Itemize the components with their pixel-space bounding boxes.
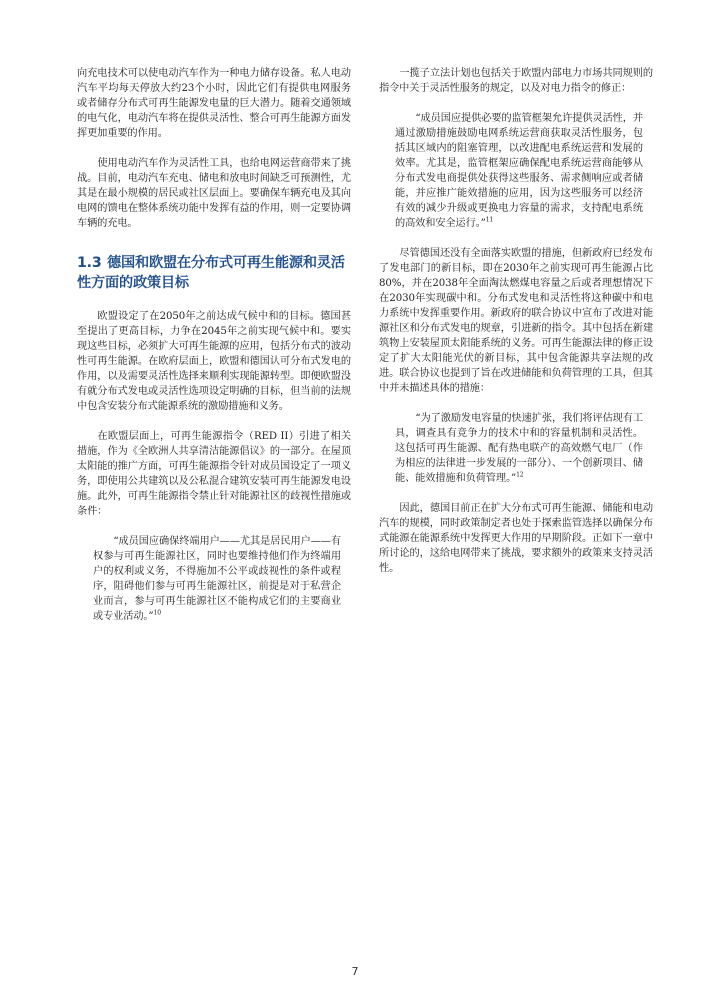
footnote-ref: 12 <box>516 471 524 479</box>
right-column <box>379 66 653 576</box>
paragraph: 尽管德国还没有全面落实欧盟的措施，但新政府已经发布了发电部门的新目标，即在2030年之前实现可再生能源占比80%，并在2038年全面淘汰燃煤电容量之后或者理想情况下在2030年实现碳中和。分布式发电和灵活性将这种碳中和电力系统中发挥重要作用。新政府的联合协议中宣布了改进对能源社区和分布式发电的规章，引进新的指令。其中包括在新建筑物上安装屋顶太阳能系统的义务。可再生能源法律的修正设定了扩大太阳能光伏的新目标，其中包含能源共享法规的改进。联合协议也提到了旨在改进储能和负荷管理的工具，但其中并未描述具体的措施： <box>379 248 653 394</box>
quote-text: “成员国应确保终端用户——尤其是居民用户——有权参与可再生能源社区，同时也要维持他们作为终端用户的权利或义务，不得施加不公平或歧视性的条件或程序，阻碍他们参与可再生能源社区，前提是对于私营企业而言，参与可再生能源社区不能构成它们的主要商业或专业活动。” <box>93 536 341 622</box>
paragraph: 一揽子立法计划也包括关于欧盟内部电力市场共同规则的指令中关于灵活性服务的规定，以及对电力指令的修正： <box>379 68 653 94</box>
section-heading <box>77 253 351 293</box>
section-title: 德国和欧盟在分布式可再生能源和灵活性方面的政策目标 <box>77 255 345 291</box>
block-quote <box>379 111 653 231</box>
paragraph: 欧盟设定了在2050年之前达成气候中和的目标。德国甚至提出了更高目标，力争在2045年之前实现气候中和。要实现这些目标，必须扩大可再生能源的应用，包括分布式的波动性可再生能源。在欧府层面上，欧盟和德国认可分布式发电的作用，以及需要灵活性选择来顺利实现能源转型。即便欧盟没有就分布式发电或灵活性选项设定明确的目标，但当前的法规中包含安装分布式能源系统的激励措施和义务。 <box>77 311 351 412</box>
footnote-ref: 10 <box>153 609 161 617</box>
quote-text: “成员国应提供必要的监管框架允许提供灵活性，并通过激励措施鼓励电网系统运营商获取灵活性服务，包括其区域内的阻塞管理，以改进配电系统运营和发展的效率。尤其是，监管框架应确保配电系统运营商能够从分布式发电商提供处获得这些服务、需求侧响应或者储能，并应推广能效措施的应用，因为这些服务可以经济有效的减少升级或更换电力容量的需求，支持配电系统的高效和安全运行。” <box>395 113 643 229</box>
block-quote <box>379 411 653 486</box>
paragraph: 向充电技术可以使电动汽车作为一种电力储存设备。私人电动汽车平均每天停放大约23个小时，因此它们有提供电网服务或者储存分布式可再生能源发电量的巨大潜力。随着交通领域的电气化，电动汽车将在提供灵活性、整合可再生能源方面发挥更加重要的作用。 <box>77 68 351 139</box>
page-number: 7 <box>351 965 359 978</box>
paragraph: 使用电动汽车作为灵活性工具，也给电网运营商带来了挑战。目前，电动汽车充电、储电和放电时间缺乏可预测性，尤其是在最小规模的居民或社区层面上。要确保车辆充电及其向电网的馈电在整体系统功能中发挥有益的作用，则一定要协调车辆的充电。 <box>77 158 351 229</box>
block-quote <box>77 534 351 624</box>
paragraph: 在欧盟层面上，可再生能源指令（RED II）引进了相关措施，作为《全欧洲人共享清洁能源倡议》的一部分。在屋顶太阳能的推广方面，可再生能源指令针对成员国设定了一项义务，即使用公共建筑以及公私混合建筑安装可再生能源发电设施。此外，可再生能源指令禁止针对能源社区的歧视性措施或条件： <box>77 431 351 517</box>
paragraph: 因此，德国目前正在扩大分布式可再生能源、储能和电动汽车的规模，同时政策制定者也处于探索监管选择以确保分布式能源在能源系统中发挥更大作用的早期阶段。正如下一章中所讨论的，这给电网带来了挑战，要求额外的政策来支持灵活性。 <box>379 503 653 574</box>
section-number: 1.3 <box>77 255 102 271</box>
footnote-ref: 11 <box>485 216 494 224</box>
quote-text: “为了激励发电容量的快速扩张，我们将评估现有工具，调查具有竞争力的技术中和的容量机制和灵活性。这包括可再生能源、配有热电联产的高效燃气电厂（作为相应的法律进一步发展的一部分）、一个创新项目、储能、能效措施和负荷管理。” <box>395 413 643 484</box>
left-column <box>77 66 351 624</box>
